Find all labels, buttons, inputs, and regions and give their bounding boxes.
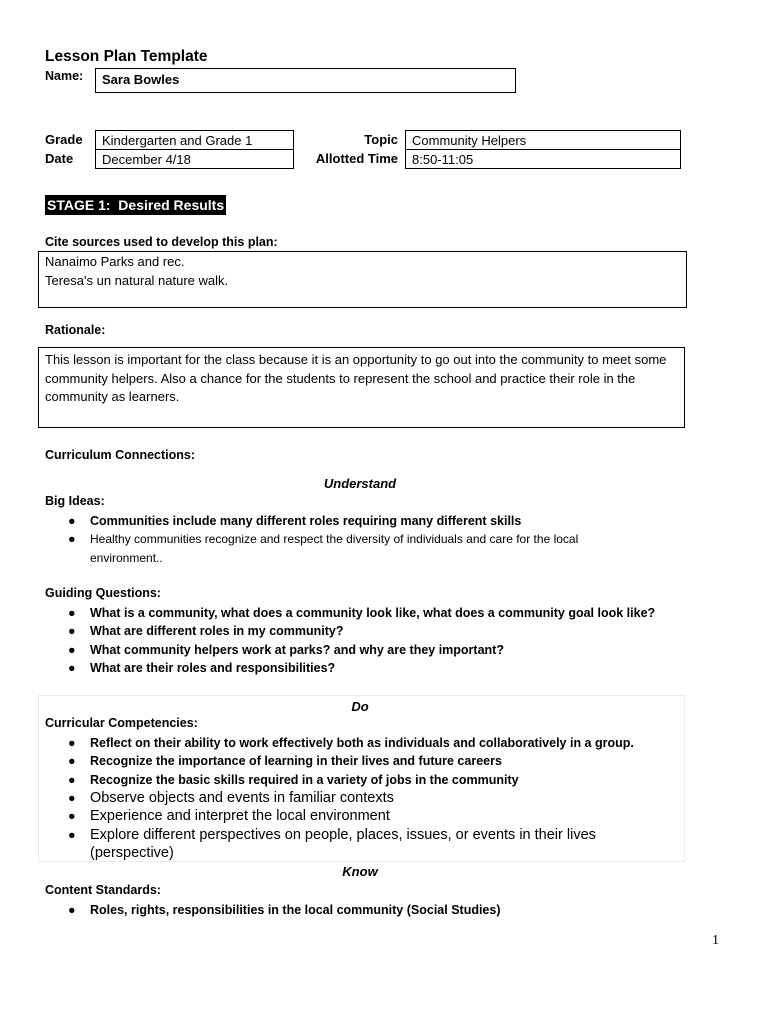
stage1-heading: STAGE 1: Desired Results [47,197,225,213]
date-value: December 4/18 [102,152,191,167]
bullet-icon: ● [68,791,76,805]
bullet-icon: ● [68,754,76,769]
bullet-icon: ● [68,772,76,787]
competencies-list [45,734,745,789]
name-field[interactable] [95,68,516,93]
page-title: Lesson Plan Template [45,48,208,65]
understand-heading: Understand [323,476,397,491]
allotted-time-field[interactable] [405,149,681,169]
bullet-icon: ● [68,903,76,917]
list-item: ● Recognize the importance of learning in their lives and future careers [45,752,745,770]
list-item: ● Explore different perspectives on people, places, issues, or events in their lives (perspective) [68,826,596,861]
list-item: ● Observe objects and events in familiar contexts [68,790,394,806]
bullet-icon: ● [68,736,76,750]
list-item: ● Healthy communities recognize and respect the diversity of individuals and care for the local environment.. [68,532,579,565]
competencies-list-secondary [45,789,635,862]
rationale-text: This lesson is important for the class because it is an opportunity to go out into the community to meet some community helpers. Also a chance for the students to represent the school and practice their role in the community as learners. [45,352,667,404]
rationale-box[interactable] [38,347,685,428]
grade-value: Kindergarten and Grade 1 [102,133,253,148]
list-item: ● What are their roles and responsibilities? [45,659,745,677]
source-item: Nanaimo Parks and rec. [45,254,185,269]
allotted-time-value: 8:50-11:05 [412,152,474,167]
date-label: Date [45,151,74,166]
know-heading: Know [342,864,378,879]
do-heading: Do [351,699,369,714]
date-field[interactable] [95,149,294,169]
guiding-questions-label: Guiding Questions: [45,586,161,600]
grade-field[interactable] [95,130,294,150]
list-item: ● What are different roles in my community? [45,622,745,640]
bullet-icon: ● [68,809,76,824]
list-item: ● What is a community, what does a community look like, what does a community goal look like? [45,604,745,622]
big-ideas-label: Big Ideas: [45,494,105,508]
bullet-icon: ● [68,827,76,842]
sources-label: Cite sources used to develop this plan: [45,235,278,249]
topic-value: Community Helpers [412,133,527,148]
content-standards-label: Content Standards: [45,883,161,897]
topic-field[interactable] [405,130,681,150]
bullet-icon: ● [68,660,76,675]
list-item: ● Roles, rights, responsibilities in the local community (Social Studies) [45,901,745,919]
sources-box[interactable] [38,251,687,308]
grade-label: Grade [45,132,83,147]
bullet-icon: ● [68,532,76,546]
rationale-label: Rationale: [45,323,106,337]
list-item: ● Reflect on their ability to work effectively both as individuals and collaboratively in a group. [45,734,745,752]
topic-label: Topic [364,132,398,147]
guiding-questions-list [45,604,745,677]
name-value: Sara Bowles [102,72,180,87]
bullet-icon: ● [68,624,76,639]
list-item: ● Experience and interpret the local environment [68,808,390,825]
name-label: Name: [45,69,84,83]
competencies-label: Curricular Competencies: [45,716,198,730]
list-item: ● What community helpers work at parks? and why are they important? [45,641,745,659]
source-item: Teresa's un natural nature walk. [45,272,229,288]
allotted-time-label: Allotted Time [315,151,398,166]
curriculum-label: Curriculum Connections: [45,448,196,462]
big-ideas-list-secondary [45,530,625,567]
bullet-icon: ● [68,606,76,620]
bullet-icon: ● [68,642,76,657]
content-standards-list [45,901,745,919]
list-item: ● Communities include many different roles requiring many different skills [45,512,645,530]
big-ideas-list [45,512,645,530]
page-number: 1 [712,933,719,948]
bullet-icon: ● [68,514,76,528]
list-item: ● Recognize the basic skills required in a variety of jobs in the community [45,771,745,789]
